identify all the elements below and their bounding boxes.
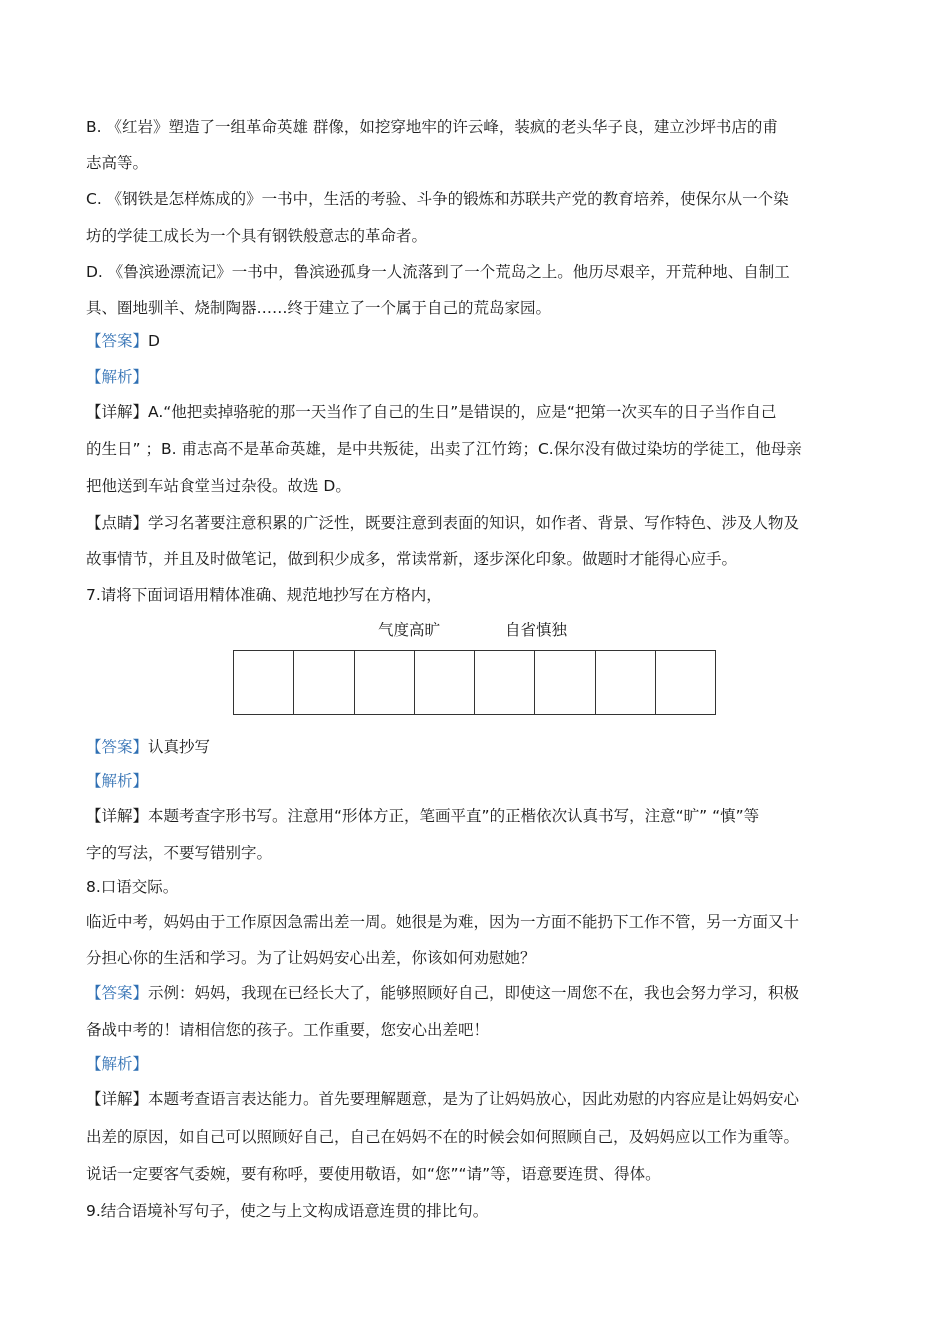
analysis-tag: 【解析】 — [86, 1055, 149, 1073]
q7-detail-line2: 字的写法，不要写错别字。 — [86, 844, 273, 862]
grid-cell[interactable] — [234, 651, 294, 714]
q8-answer-line1 — [86, 983, 799, 1003]
answer-text: 认真抄写 — [148, 738, 211, 756]
analysis-tag: 【解析】 — [86, 772, 149, 790]
analysis-tag: 【解析】 — [86, 368, 149, 386]
tip-tag: 【点睛】 — [86, 514, 149, 532]
detail-tag: 【详解】 — [86, 807, 149, 825]
q7-detail-line1 — [86, 806, 759, 826]
answer-text: 示例：妈妈，我现在已经长大了，能够照顾好自己，即使这一周您不在，我也会努力学习，积极 — [148, 984, 800, 1002]
detail-tag: 【详解】 — [86, 403, 149, 421]
q7-analysis — [86, 771, 148, 791]
q7-question: 7.请将下面词语用精体准确、规范地抄写在方格内， — [86, 586, 442, 604]
grid-cell[interactable] — [475, 651, 535, 714]
q9-question: 9.结合语境补写句子，使之与上文构成语意连贯的排比句。 — [86, 1202, 489, 1220]
q7-word2: 自省慎独 — [505, 621, 568, 639]
option-c-line2: 坊的学徒工成长为一个具有钢铁般意志的革命者。 — [86, 227, 428, 245]
q8-analysis — [86, 1054, 148, 1074]
q8-detail-line3: 说话一定要客气委婉，要有称呼，要使用敬语，如“您”“请”等，语意要连贯、得体。 — [86, 1165, 661, 1183]
q7-answer — [86, 737, 210, 757]
q6-tip-line1 — [86, 513, 799, 533]
q8-question: 8.口语交际。 — [86, 878, 179, 896]
detail-text: 本题考查语言表达能力。首先要理解题意，是为了让妈妈放心，因此劝慰的内容应是让妈妈安心 — [148, 1090, 800, 1108]
answer-tag: 【答案】 — [86, 332, 149, 350]
grid-cell[interactable] — [596, 651, 656, 714]
grid-cell[interactable] — [656, 651, 715, 714]
grid-cell[interactable] — [415, 651, 475, 714]
writing-grid — [233, 650, 716, 715]
q6-analysis — [86, 367, 148, 387]
q6-answer — [86, 331, 160, 351]
q7-word1: 气度高旷 — [378, 621, 441, 639]
grid-cell[interactable] — [294, 651, 354, 714]
q6-tip-line2: 故事情节，并且及时做笔记，做到积少成多，常读常新，逐步深化印象。做题时才能得心应手。 — [86, 550, 738, 568]
q8-body-line2: 分担心你的生活和学习。为了让妈妈安心出差，你该如何劝慰她？ — [86, 949, 536, 967]
grid-cell[interactable] — [355, 651, 415, 714]
answer-tag: 【答案】 — [86, 738, 149, 756]
q8-body-line1: 临近中考，妈妈由于工作原因急需出差一周。她很是为难，因为一方面不能扔下工作不管，另一方面又十 — [86, 913, 800, 931]
q6-detail-line3: 把他送到车站食堂当过杂役。故选 D。 — [86, 477, 351, 495]
option-c-line1: C. 《钢铁是怎样炼成的》一书中，生活的考验、斗争的锻炼和苏联共产党的教育培养，使保尔从一个染 — [86, 190, 789, 208]
answer-tag: 【答案】 — [86, 984, 149, 1002]
option-d-line2: 具、圈地驯羊、烧制陶器……终于建立了一个属于自己的荒岛家园。 — [86, 299, 552, 317]
q6-detail-line2: 的生日” ；B. 甫志高不是革命英雄，是中共叛徒，出卖了江竹筠；C.保尔没有做过染坊的学徒工，他母亲 — [86, 440, 802, 458]
tip-text: 学习名著要注意积累的广泛性，既要注意到表面的知识，如作者、背景、写作特色、涉及人物及 — [148, 514, 800, 532]
q8-detail-line1 — [86, 1089, 799, 1109]
option-d-line1: D. 《鲁滨逊漂流记》一书中，鲁滨逊孤身一人流落到了一个荒岛之上。他历尽艰辛，开荒种地、自制工 — [86, 263, 790, 281]
option-b-line1: B. 《红岩》塑造了一组革命英雄 群像，如挖穿地牢的许云峰，装疯的老头华子良，建立沙坪书店的甫 — [86, 118, 778, 136]
answer-text: D — [148, 332, 160, 350]
q6-detail-line1 — [86, 402, 776, 422]
detail-text: 本题考查字形书写。注意用“形体方正，笔画平直”的正楷依次认真书写，注意“旷” “慎”等 — [148, 807, 760, 825]
q8-answer-line2: 备战中考的！请相信您的孩子。工作重要，您安心出差吧！ — [86, 1021, 490, 1039]
q8-detail-line2: 出差的原因，如自己可以照顾好自己，自己在妈妈不在的时候会如何照顾自己，及妈妈应以工作为重等。 — [86, 1128, 800, 1146]
grid-cell[interactable] — [535, 651, 595, 714]
option-b-line2: 志高等。 — [86, 154, 149, 172]
detail-text: A.“他把卖掉骆驼的那一天当作了自己的生日”是错误的，应是“把第一次买车的日子当作自己 — [148, 403, 777, 421]
detail-tag: 【详解】 — [86, 1090, 149, 1108]
